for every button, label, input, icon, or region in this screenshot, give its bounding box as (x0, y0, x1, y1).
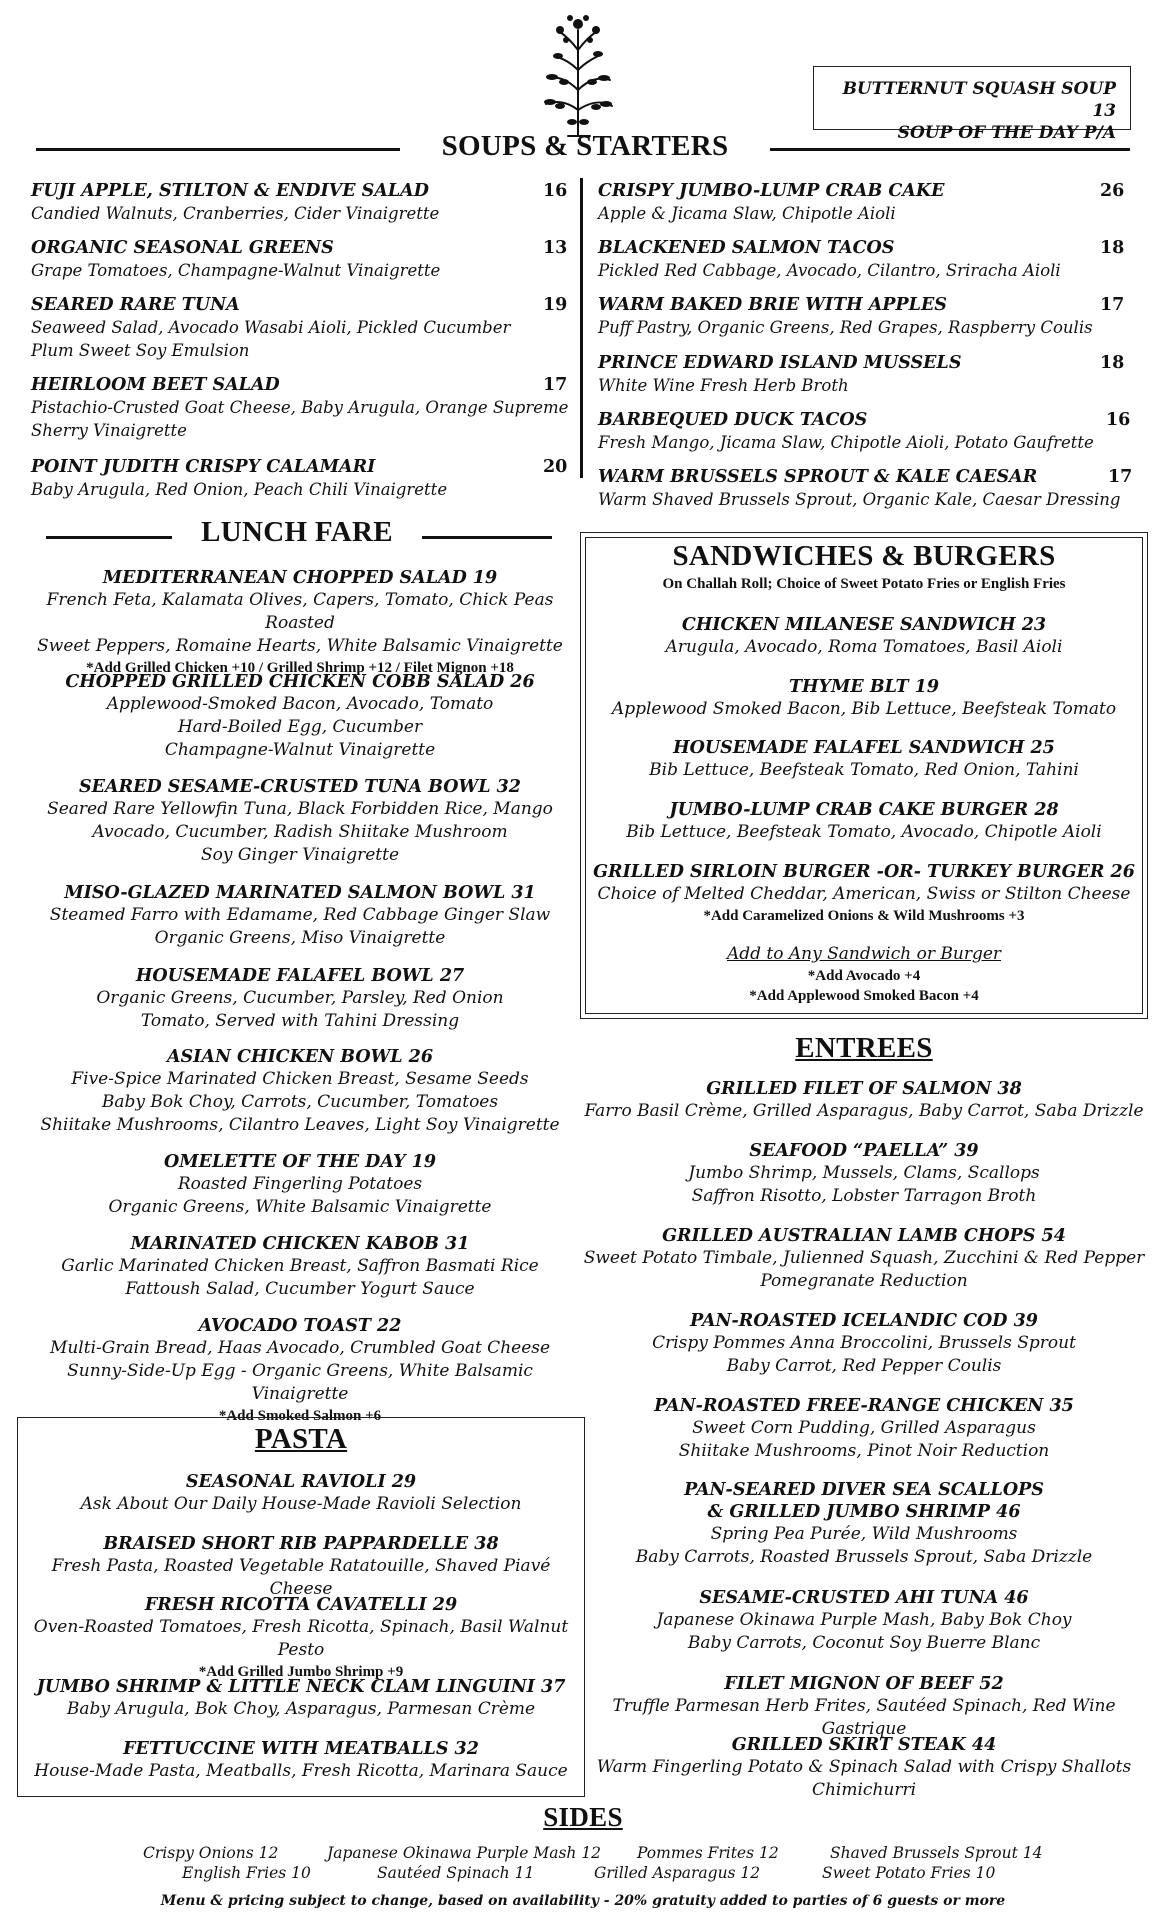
starter-item: PRINCE EDWARD ISLAND MUSSELS 18 White Wine Fresh Herb Broth (598, 353, 1125, 395)
starter-price: 16 (543, 181, 568, 201)
entree-item: FILET MIGNON OF BEEF 52 Truffle Parmesan Herb Frites, Sautéed Spinach, Red Wine Gastrique (612, 1674, 1116, 1739)
pasta-item: BRAISED SHORT RIB PAPPARDELLE 38 Fresh Pasta, Roasted Vegetable Ratatouille, Shaved Piavé Cheese (51, 1534, 551, 1599)
starter-price: 18 (1100, 353, 1125, 373)
side-item: Sautéed Spinach 11 (377, 1864, 535, 1882)
entrees-title: ENTREES (795, 1032, 933, 1064)
starter-price: 17 (1100, 295, 1125, 315)
starter-price: 17 (543, 375, 568, 395)
sandwich-item: THYME BLT 19 Applewood Smoked Bacon, Bib Lettuce, Beefsteak Tomato (611, 677, 1117, 719)
pasta-item: FRESH RICOTTA CAVATELLI 29 Oven-Roasted Tomatoes, Fresh Ricotta, Spinach, Basil Walnut Pesto *Add Grilled Jumbo Shrimp +9 (33, 1595, 569, 1680)
footer-note: Menu & pricing subject to change, based on availability - 20% gratuity added to parties of 6 guests or more (160, 1893, 1006, 1909)
entree-item: PAN-SEARED DIVER SEA SCALLOPS & GRILLED JUMBO SHRIMP 46 Spring Pea Purée, Wild Mushrooms Baby Carrots, Roasted Brussels Sprout, Saba Drizzle (635, 1480, 1093, 1567)
starter-item: WARM BAKED BRIE WITH APPLES 17 Puff Pastry, Organic Greens, Red Grapes, Raspberry Coulis (598, 295, 1125, 337)
sandwiches-subtitle: On Challah Roll; Choice of Sweet Potato Fries or English Fries (662, 576, 1066, 592)
soup-line-1: BUTTERNUT SQUASH SOUP 13 (842, 79, 1116, 121)
sides-title: SIDES (543, 1802, 623, 1832)
lunch-item: MISO-GLAZED MARINATED SALMON BOWL 31 Steamed Farro with Edamame, Red Cabbage Ginger Slaw Organic Greens, Miso Vinaigrette (49, 883, 551, 948)
entree-item: PAN-ROASTED ICELANDIC COD 39 Crispy Pommes Anna Broccolini, Brussels Sprout Baby Carrot, Red Pepper Coulis (652, 1311, 1076, 1376)
starter-item: SEARED RARE TUNA 19 Seaweed Salad, Avocado Wasabi Aioli, Pickled Cucumber Plum Sweet Soy Emulsion (31, 295, 568, 360)
soup-box (813, 66, 1131, 143)
starters-divider (580, 178, 583, 478)
side-item: Crispy Onions 12 (143, 1844, 279, 1862)
starter-item: POINT JUDITH CRISPY CALAMARI 20 Baby Arugula, Red Onion, Peach Chili Vinaigrette (31, 457, 568, 499)
sandwich-item: JUMBO-LUMP CRAB CAKE BURGER 28 Bib Lettuce, Beefsteak Tomato, Avocado, Chipotle Aioli (626, 800, 1102, 842)
pasta-item: SEASONAL RAVIOLI 29 Ask About Our Daily House-Made Ravioli Selection (80, 1472, 522, 1514)
lunch-item: HOUSEMADE FALAFEL BOWL 27 Organic Greens, Cucumber, Parsley, Red Onion Tomato, Served with Tahini Dressing (96, 966, 504, 1031)
starter-price: 19 (543, 295, 568, 315)
side-item: Grilled Asparagus 12 (594, 1864, 761, 1882)
starter-item: BLACKENED SALMON TACOS 18 Pickled Red Cabbage, Avocado, Cilantro, Sriracha Aioli (598, 238, 1125, 280)
starter-price: 16 (1106, 410, 1131, 430)
pasta-item: FETTUCCINE WITH MEATBALLS 32 House-Made Pasta, Meatballs, Fresh Ricotta, Marinara Sauce (34, 1739, 568, 1781)
starter-price: 17 (1108, 467, 1133, 487)
sandwich-addons: Add to Any Sandwich or Burger *Add Avocado +4 *Add Applewood Smoked Bacon +4 (588, 943, 1140, 1006)
lunch-item: MEDITERRANEAN CHOPPED SALAD 19 French Feta, Kalamata Olives, Capers, Tomato, Chick Peas Roasted Sweet Peppers, Romaine Hearts, White Balsamic Vinaigrette *Add Grilled Chicken +10 / Grilled Shrimp +12 / Filet Mignon +18 (37, 568, 563, 676)
entree-item: SEAFOOD “PAELLA” 39 Jumbo Shrimp, Mussels, Clams, Scallops Saffron Risotto, Lobster Tarragon Broth (688, 1141, 1040, 1206)
side-item: Japanese Okinawa Purple Mash 12 (327, 1844, 602, 1862)
lunch-fare-title: LUNCH FARE (201, 516, 393, 548)
entree-item: GRILLED SKIRT STEAK 44 Warm Fingerling Potato & Spinach Salad with Crispy Shallots Chimichurri (596, 1735, 1132, 1800)
starter-price: 20 (543, 457, 568, 477)
header-rule-right (770, 148, 1130, 151)
entree-item: GRILLED FILET OF SALMON 38 Farro Basil Crème, Grilled Asparagus, Baby Carrot, Saba Drizzle (584, 1079, 1144, 1121)
starter-item: ORGANIC SEASONAL GREENS 13 Grape Tomatoes, Champagne-Walnut Vinaigrette (31, 238, 568, 280)
lunch-item: AVOCADO TOAST 22 Multi-Grain Bread, Haas Avocado, Crumbled Goat Cheese Sunny-Side-Up Egg - Organic Greens, White Balsamic Vinaigrette *Add Smoked Salmon +6 (49, 1316, 551, 1424)
starter-price: 18 (1100, 238, 1125, 258)
sandwich-item: GRILLED SIRLOIN BURGER -OR- TURKEY BURGER 26 Choice of Melted Cheddar, American, Swiss or Stilton Cheese *Add Caramelized Onions & Wild Mushrooms +3 (593, 862, 1135, 924)
lunch-rule-left (46, 536, 172, 539)
lunch-item: CHOPPED GRILLED CHICKEN COBB SALAD 26 Applewood-Smoked Bacon, Avocado, Tomato Hard-Boiled Egg, Cucumber Champagne-Walnut Vinaigrette (65, 672, 535, 760)
lunch-item: ASIAN CHICKEN BOWL 26 Five-Spice Marinated Chicken Breast, Sesame Seeds Baby Bok Choy, Carrots, Cucumber, Tomatoes Shiitake Mushrooms, Cilantro Leaves, Light Soy Vinaigrette (40, 1047, 560, 1135)
soup-line-2: SOUP OF THE DAY P/A (897, 123, 1116, 143)
sandwich-item: HOUSEMADE FALAFEL SANDWICH 25 Bib Lettuce, Beefsteak Tomato, Red Onion, Tahini (649, 738, 1079, 780)
lunch-item: OMELETTE OF THE DAY 19 Roasted Fingerling Potatoes Organic Greens, White Balsamic Vinaigrette (108, 1152, 492, 1217)
pasta-item: JUMBO SHRIMP & LITTLE NECK CLAM LINGUINI 37 Baby Arugula, Bok Choy, Asparagus, Parmesan Crème (36, 1677, 566, 1719)
side-item: English Fries 10 (182, 1864, 311, 1882)
side-item: Sweet Potato Fries 10 (822, 1864, 996, 1882)
sandwiches-title: SANDWICHES & BURGERS (672, 540, 1056, 572)
herb-sprig-logo-icon (538, 10, 618, 138)
starter-item: HEIRLOOM BEET SALAD 17 Pistachio-Crusted Goat Cheese, Baby Arugula, Orange Supreme Sherry Vinaigrette (31, 375, 569, 440)
soups-starters-title: SOUPS & STARTERS (441, 130, 729, 162)
entree-item: SESAME-CRUSTED AHI TUNA 46 Japanese Okinawa Purple Mash, Baby Bok Choy Baby Carrots, Coconut Soy Buerre Blanc (656, 1588, 1072, 1653)
entree-item: GRILLED AUSTRALIAN LAMB CHOPS 54 Sweet Potato Timbale, Julienned Squash, Zucchini & Red Pepper Pomegranate Reduction (583, 1226, 1145, 1291)
addons-title: Add to Any Sandwich or Burger (726, 944, 1002, 964)
starter-item: FUJI APPLE, STILTON & ENDIVE SALAD 16 Candied Walnuts, Cranberries, Cider Vinaigrette (31, 181, 568, 223)
starter-item: WARM BRUSSELS SPROUT & KALE CAESAR 17 Warm Shaved Brussels Sprout, Organic Kale, Caesar Dressing (598, 467, 1133, 509)
entree-item: PAN-ROASTED FREE-RANGE CHICKEN 35 Sweet Corn Pudding, Grilled Asparagus Shiitake Mushrooms, Pinot Noir Reduction (654, 1396, 1074, 1461)
starter-item: BARBEQUED DUCK TACOS 16 Fresh Mango, Jicama Slaw, Chipotle Aioli, Potato Gaufrette (598, 410, 1131, 452)
header-rule-left (36, 148, 400, 151)
lunch-item: MARINATED CHICKEN KABOB 31 Garlic Marinated Chicken Breast, Saffron Basmati Rice Fattoush Salad, Cucumber Yogurt Sauce (61, 1234, 539, 1299)
side-item: Pommes Frites 12 (637, 1844, 779, 1862)
side-item: Shaved Brussels Sprout 14 (830, 1844, 1043, 1862)
starter-price: 26 (1100, 181, 1125, 201)
pasta-title: PASTA (254, 1423, 348, 1455)
lunch-rule-right (422, 536, 552, 539)
sandwich-item: CHICKEN MILANESE SANDWICH 23 Arugula, Avocado, Roma Tomatoes, Basil Aioli (665, 615, 1063, 657)
starter-price: 13 (543, 238, 568, 258)
lunch-item: SEARED SESAME-CRUSTED TUNA BOWL 32 Seared Rare Yellowfin Tuna, Black Forbidden Rice, Mango Avocado, Cucumber, Radish Shiitake Mushroom Soy Ginger Vinaigrette (47, 777, 553, 865)
starter-item: CRISPY JUMBO-LUMP CRAB CAKE 26 Apple & Jicama Slaw, Chipotle Aioli (598, 181, 1125, 223)
